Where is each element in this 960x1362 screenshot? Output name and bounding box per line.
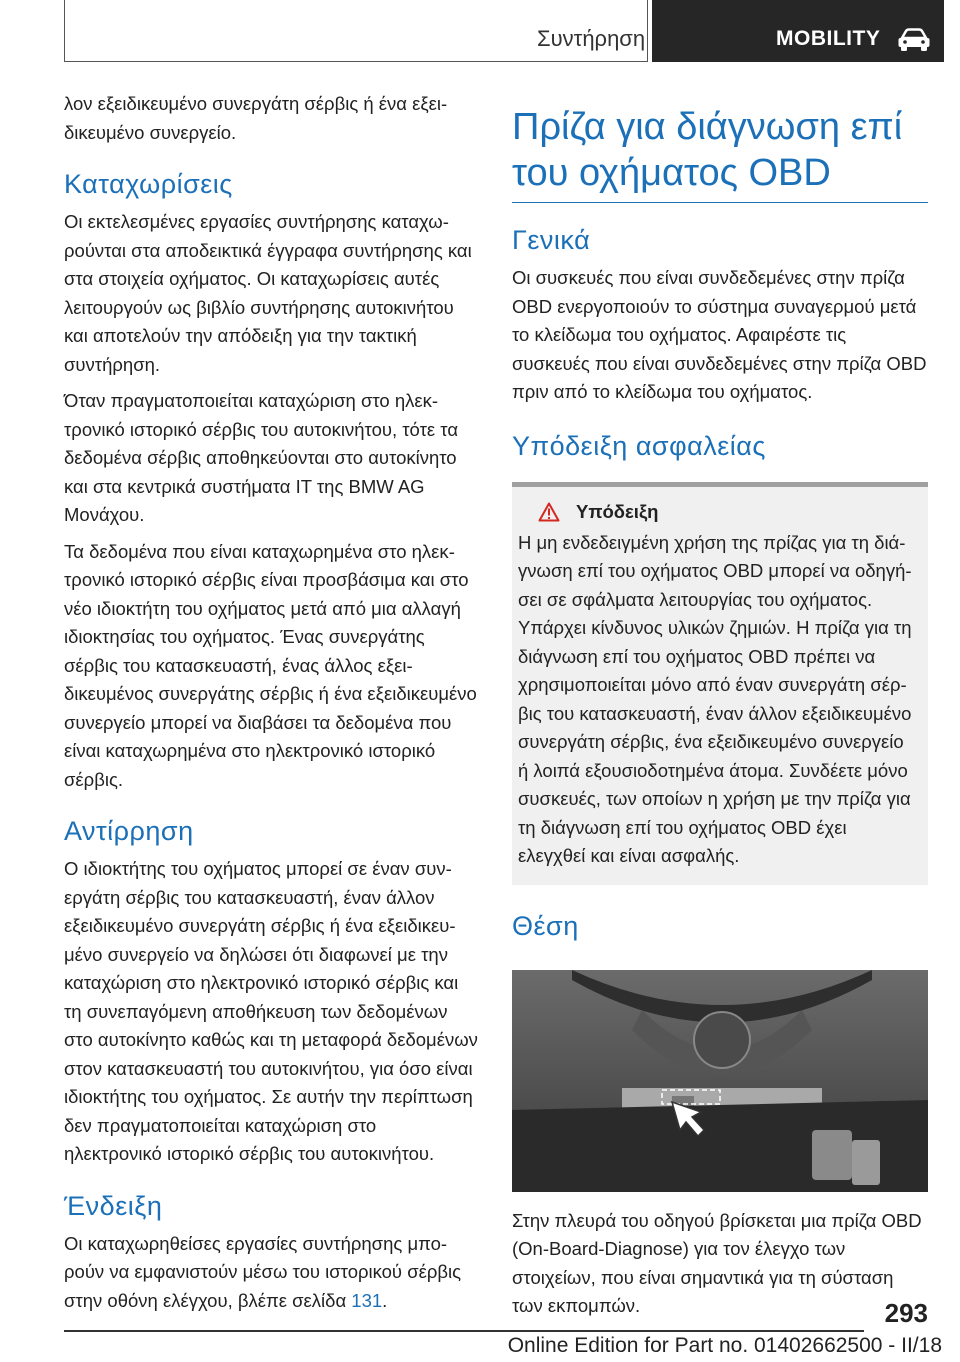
heading-safety: Υπόδειξη ασφαλείας (512, 430, 766, 461)
brand-label: MOBILITY (776, 27, 881, 50)
location-paragraph: Στην πλευρά του οδηγού βρίσκεται μια πρίζα OBD (On-Board-Diagnose) για τον έλεγχο των στοιχείων, που είναι σημαντικά για τη σύσταση των εκπομπών. (512, 1209, 922, 1316)
warning-text: Η μη ενδεδειγμένη χρήση της πρίζας για τη διάγνωση επί του οχήματος OBD μπορεί να οδηγήσει σε σφάλματα λειτουργίας του οχήματος. Υπάρχει κίνδυνος υλικών ζημιών. Η πρίζα για τη διάγνωση επί του οχήματος OBD πρέπει να χρησιμοποιείται μόνο από έναν συνεργάτη σέρβις του κατασκευαστή, έναν άλλον εξειδικευμένο συνεργάτη σέρβις, ένα εξειδικευμένο συνεργείο ή λοιπά εξουσιοδοτημένα άτομα. Συνδέετε μόνο συσκευές, των οποίων η χρήση με την πρίζα για τη διάγνωση επί του οχήματος OBD έχει ελεγχθεί και είναι ασφαλής. (518, 531, 912, 866)
records-paragraph-2: Όταν πραγματοποιείται καταχώριση στο ηλεκτρονικό ιστορικό σέρβις του αυτοκινήτου, τότε τα δεδομένα σέρβις αποθηκεύονται στο αυτοκίνητο και στα κεντρικά συστήματα IT της BMW AG Μονάχου. (64, 390, 459, 525)
warning-header (538, 501, 916, 523)
obd-location-figure (512, 970, 928, 1192)
display-text: Οι καταχωρηθείσες εργασίες συντήρησης μπορούν να εμφανιστούν μέσω του ιστορικού σέρβις στην οθόνη ελέγχου, βλέπε σελίδα (64, 1232, 462, 1311)
display-text-end: . (382, 1289, 388, 1311)
warning-box (512, 482, 928, 885)
heading-records: Καταχωρίσεις (64, 169, 233, 199)
right-column (512, 104, 928, 1329)
page-link[interactable]: 131 (351, 1289, 383, 1311)
heading-location: Θέση (512, 910, 579, 941)
heading-objection: Αντίρρηση (64, 816, 194, 846)
header-brand-bar (652, 0, 944, 62)
intro-paragraph: λον εξειδικευμένο συνεργάτη σέρβις ή ένα εξειδικευμένο συνεργείο. (64, 93, 448, 143)
warning-title: Υπόδειξη (576, 500, 659, 522)
records-paragraph-3: Τα δεδομένα που είναι καταχωρημένα στο ηλεκτρονικό ιστορικό σέρβις είναι προσβάσιμα και στο νέο ιδιοκτήτη του οχήματος μετά από μια αλλαγή ιδιοκτησίας του οχήματος. Ένας συνεργάτης σέρβις του κατασκευαστή, ένας άλλος εξειδικευμένος συνεργάτης σέρβις ή ένα εξειδικευμένο συνεργείο μπορεί να διαβάσει τα δεδομένα που είναι καταχωρημένα στο ηλεκτρονικό ιστορικό σέρβις. (64, 540, 477, 790)
records-paragraph-1: Οι εκτελεσμένες εργασίες συντήρησης καταχωρούνται στα αποδεικτικά έγγραφα συντήρησης και στα στοιχεία οχήματος. Οι καταχωρίσεις αυτές λειτουργούν ως βιβλίο συντήρησης αυτοκινήτου και αποτελούν την απόδειξη για την τακτική συντήρηση. (64, 211, 472, 375)
display-paragraph (64, 1230, 478, 1316)
heading-display: Ένδειξη (64, 1190, 163, 1221)
left-column (64, 90, 478, 1323)
objection-paragraph: Ο ιδιοκτήτης του οχήματος μπορεί σε έναν συνεργάτη σέρβις του κατασκευαστή, έναν άλλον εξειδικευμένο συνεργάτη σέρβις ή ένα εξειδικευμένο συνεργείο να δηλώσει ότι διαφωνεί με την καταχώριση στο ηλεκτρονικό ιστορικό σέρβις και τη συνεπαγόμενη αποθήκευση των δεδομένων στο αυτοκίνητο καθώς και τη μεταφορά δεδομένων στον κατασκευαστή του αυτοκινήτου, για όσο είναι ιδιοκτήτης του οχήματος. Σε αυτήν την περίπτωση δεν πραγματοποιείται καταχώριση στο ηλεκτρονικό ιστορικό σέρβις του αυτοκινήτου. (64, 858, 478, 1164)
page-title: Πρίζα για διάγνωση επί του οχήματος OBD (512, 104, 928, 203)
general-paragraph: Οι συσκευές που είναι συνδεδεμένες στην πρίζα OBD ενεργοποιούν το σύστημα συναγερμού μετά το κλείδωμα του οχήματος. Αφαιρέστε τις συσκευές που είναι συνδεδεμένες στην πρίζα OBD πριν από το κλείδωμα του οχήματος. (512, 267, 927, 402)
heading-general: Γενικά (512, 225, 591, 255)
page-number: 293 (884, 1298, 928, 1328)
footer-edition: Online Edition for Part no. 01402662500 - II/18 (507, 1334, 942, 1357)
car-icon (897, 28, 931, 52)
header-section-title: Συντήρηση (537, 26, 646, 51)
warning-triangle-icon (538, 502, 560, 522)
footer-divider (64, 1330, 864, 1332)
